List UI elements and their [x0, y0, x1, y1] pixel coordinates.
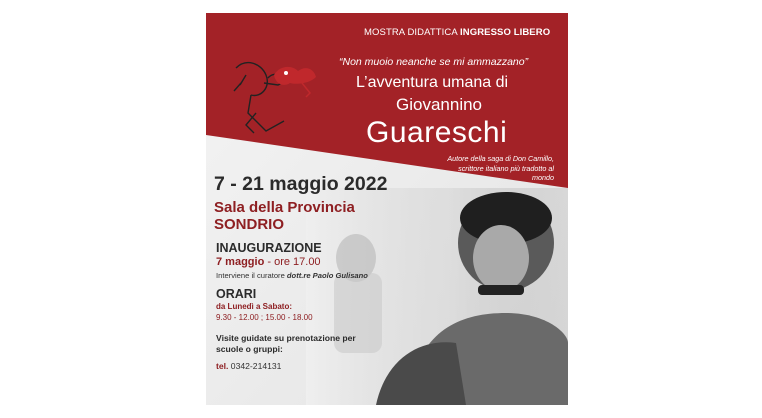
hours-heading: ORARI [216, 287, 257, 301]
venue-name: Sala della Provincia [214, 199, 355, 216]
quote-text: “Non muoio neanche se mi ammazzano” [339, 56, 529, 68]
title-line-2: Giovannino [396, 95, 483, 114]
inauguration-heading: INAUGURAZIONE [216, 241, 322, 255]
author-description: Autore della saga di Don Camillo, scrittore italiano più tradotto al mondo [447, 154, 554, 182]
inauguration-datetime: 7 maggio - ore 17.00 [216, 256, 321, 268]
curator-line: Interviene il curatore dott.re Paolo Gulisano [216, 271, 368, 280]
exhibition-type-label: MOSTRA DIDATTICA INGRESSO LIBERO [364, 27, 551, 38]
phone-contact: tel. 0342-214131 [216, 361, 282, 371]
guided-tours-text: Visite guidate su prenotazione per scuole o gruppi: [216, 333, 356, 354]
hours-days: da Lunedì a Sabato: [216, 302, 293, 311]
hours-times: 9.30 - 12.00 ; 15.00 - 18.00 [216, 313, 313, 322]
title-line-1: L’avventura umana di [356, 74, 509, 91]
exhibition-poster [206, 13, 568, 405]
exhibition-dates: 7 - 21 maggio 2022 [214, 173, 388, 195]
venue-city: SONDRIO [214, 216, 285, 233]
title-surname: Guareschi [366, 116, 508, 149]
portrait-photo [306, 188, 568, 405]
